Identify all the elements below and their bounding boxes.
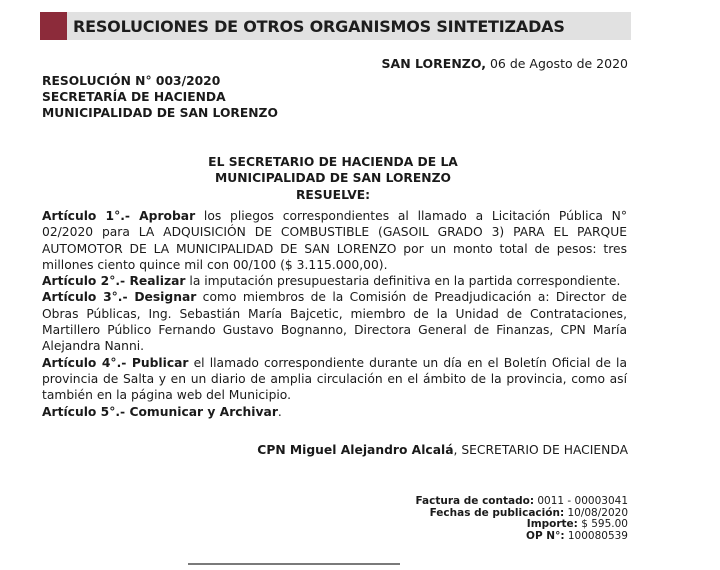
article-text: los pliegos correspondientes al llamado a Licitación Pública N° 02/2020 para LA ADQUISICIÓN DE COMBUSTIBLE (GASOIL GRADO 3) PARA EL PARQUE AUTOMOTOR DE LA MUNICIPALIDAD DE SAN LORENZO por un monto total de pesos: tres millones ciento quince mil con 00/100 ($ 3.115.000,00).	[42, 209, 627, 272]
articles	[42, 208, 627, 420]
section-header	[40, 12, 631, 40]
article-verb: Publicar	[131, 355, 189, 370]
article-label: Artículo 1°.-	[42, 209, 140, 223]
article-label: Artículo 3°.-	[42, 290, 135, 305]
article-verb: Realizar	[129, 274, 186, 289]
invoice-value: 100080539	[564, 529, 628, 542]
article-verb: Designar	[134, 290, 197, 305]
bottom-divider	[188, 563, 400, 565]
heading-line-2: MUNICIPALIDAD DE SAN LORENZO	[215, 171, 451, 185]
header-accent-square	[40, 12, 67, 40]
article-4	[42, 355, 627, 404]
signature-title: , SECRETARIO DE HACIENDA	[453, 443, 628, 457]
invoice-value: $ 595.00	[577, 518, 628, 530]
heading-block	[42, 154, 624, 203]
signature-name: CPN Miguel Alejandro Alcalá	[257, 443, 454, 457]
invoice-op	[416, 531, 629, 543]
invoice-block	[416, 496, 629, 542]
article-label: Artículo 5°.-	[42, 404, 130, 419]
article-verb: Aprobar	[139, 209, 196, 223]
article-text: .	[277, 404, 282, 419]
resolution-department: SECRETARÍA DE HACIENDA	[42, 90, 226, 104]
invoice-label: Fechas de publicación:	[429, 506, 565, 519]
article-label: Artículo 4°.-	[42, 355, 132, 370]
heading-line-1: EL SECRETARIO DE HACIENDA DE LA	[208, 155, 458, 169]
heading-resuelve: RESUELVE:	[295, 188, 371, 202]
section-title: RESOLUCIONES DE OTROS ORGANISMOS SINTETIZADAS	[73, 17, 565, 36]
article-text: como miembros de la Comisión de Preadjudicación a: Director de Obras Públicas, Ing. Sebastián María Bajcetic, miembro de la Unidad de Contrataciones, Martillero Público Fernando Gustavo Bognanno, Directora General de Finanzas, CPN María Alejandra Nanni.	[42, 290, 627, 354]
article-5	[42, 404, 627, 420]
resolution-number: RESOLUCIÓN N° 003/2020	[42, 74, 221, 88]
article-label: Artículo 2°.-	[42, 274, 130, 289]
signature	[257, 443, 628, 457]
article-text: el llamado correspondiente durante un día en el Boletín Oficial de la provincia de Salta y en un diario de amplia circulación en el ámbito de la provincia, como así también en la página web del Municipio.	[42, 355, 627, 403]
invoice-value: 10/08/2020	[564, 506, 628, 519]
place: SAN LORENZO,	[381, 56, 486, 71]
invoice-value: 0011 - 00003041	[534, 495, 628, 507]
article-verb: Comunicar y Archivar	[129, 404, 278, 419]
place-date	[382, 56, 628, 71]
resolution-municipality: MUNICIPALIDAD DE SAN LORENZO	[42, 106, 278, 120]
article-3	[42, 289, 627, 354]
article-2	[42, 273, 627, 289]
resolution-block	[42, 73, 278, 121]
date: 06 de Agosto de 2020	[485, 56, 628, 71]
invoice-label: Factura de contado:	[415, 495, 535, 507]
invoice-label: Importe:	[526, 518, 578, 530]
article-text: la imputación presupuestaria definitiva en la partida correspondiente.	[185, 274, 621, 289]
invoice-label: OP N°:	[526, 529, 565, 542]
article-1	[42, 208, 627, 273]
